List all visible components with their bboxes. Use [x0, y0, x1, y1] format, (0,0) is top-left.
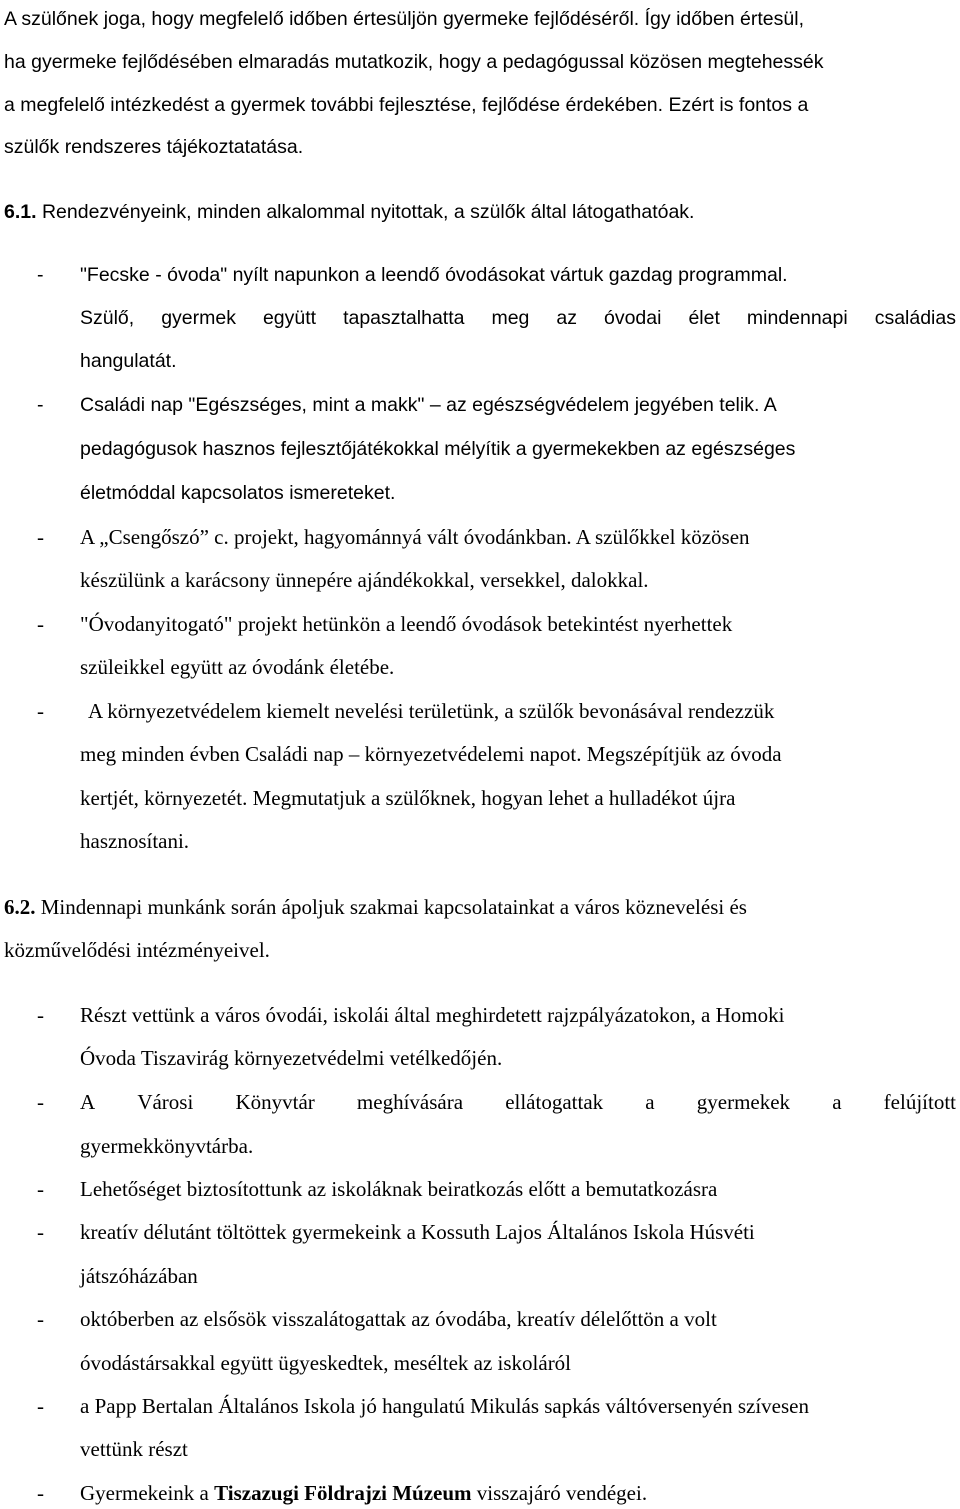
section-title: Mindennapi munkánk során ápoljuk szakmai kapcsolatainkat a város köznevelési és: [35, 895, 747, 919]
intro-line-4: szülők rendszeres tájékoztatatása.: [4, 136, 304, 158]
list-item-line: életmóddal kapcsolatos ismereteket.: [80, 482, 396, 504]
word: családias: [874, 307, 956, 329]
list-item-line: Óvoda Tiszavirág környezetvédelmi vetélkedőjén.: [80, 1046, 503, 1070]
word: Városi: [137, 1090, 194, 1114]
list-item-line: hasznosítani.: [80, 829, 190, 853]
list-item-line: A „Csengőszó” c. projekt, hagyománnyá vált óvodánkban. A szülőkkel közösen: [80, 525, 750, 549]
word: élet: [688, 307, 720, 329]
list-item-line: [80, 305, 956, 331]
list-item-line: hangulatát.: [80, 350, 177, 372]
list-item-line: Részt vettünk a város óvodái, iskolái által meghirdetett rajzpályázatokon, a Homoki: [80, 1003, 785, 1027]
section-6-2-heading: [4, 894, 747, 920]
list-item-line: "Óvodanyitogató" projekt hetünkön a leendő óvodások betekintést nyerhettek: [80, 612, 733, 636]
list-item-line: Lehetőséget biztosítottunk az iskoláknak beiratkozás előtt a bemutatkozásra: [80, 1177, 718, 1201]
word: gyermekek: [696, 1090, 791, 1114]
word: óvodai: [603, 307, 662, 329]
list-item-line: meg minden évben Családi nap – környezetvédelemi napot. Megszépítjük az óvoda: [80, 742, 782, 766]
intro-line-2: ha gyermeke fejlődésében elmaradás mutatkozik, hogy a pedagógussal közösen megtehessék: [4, 51, 824, 73]
bullet-dash: -: [37, 1220, 44, 1244]
bullet-dash: -: [37, 1090, 44, 1114]
word: gyermek: [161, 307, 236, 329]
list-item-line: készülünk a karácsony ünnepére ajándékokkal, versekkel, dalokkal.: [80, 568, 649, 592]
section-6-2-heading-line-2: közművelődési intézményeivel.: [4, 938, 270, 962]
list-item-line: A környezetvédelem kiemelt nevelési területünk, a szülők bevonásával rendezzük: [88, 699, 775, 723]
list-item-line: [80, 1089, 956, 1115]
bullet-dash: -: [37, 1003, 44, 1027]
bullet-dash: -: [37, 525, 44, 549]
intro-line-3: a megfelelő intézkedést a gyermek további fejlesztése, fejlődése érdekében. Ezért is fontos a: [4, 94, 809, 116]
list-item-line: októberben az elsősök visszalátogattak az óvodába, kreatív délelőttön a volt: [80, 1307, 717, 1331]
list-item-line: "Fecske - óvoda" nyílt napunkon a leendő óvodásokat vártuk gazdag programmal.: [80, 264, 788, 286]
list-item-line: szüleikkel együtt az óvodánk életébe.: [80, 655, 395, 679]
word: a: [832, 1090, 842, 1114]
bullet-dash: -: [37, 1394, 44, 1418]
section-number: 6.2.: [4, 895, 36, 919]
word: meghívására: [356, 1090, 464, 1114]
section-6-1-heading: [4, 199, 694, 225]
list-item-line: pedagógusok hasznos fejlesztőjátékokkal mélyítik a gyermekekben az egészséges: [80, 438, 796, 460]
museum-name: Tiszazugi Földrajzi Múzeum: [214, 1481, 472, 1505]
bullet-dash: -: [37, 612, 44, 636]
bullet-dash: -: [37, 699, 44, 723]
list-item-line: [80, 1480, 647, 1506]
section-title: Rendezvényeink, minden alkalommal nyitottak, a szülők által látogathatóak.: [36, 201, 695, 223]
word: meg: [491, 307, 530, 329]
word: felújított: [883, 1090, 956, 1114]
list-item-line: a Papp Bertalan Általános Iskola jó hangulatú Mikulás sapkás váltóversenyén szívesen: [80, 1394, 809, 1418]
list-item-line: óvodástársakkal együtt ügyeskedtek, meséltek az iskoláról: [80, 1351, 572, 1375]
bullet-dash: -: [37, 1177, 44, 1201]
bullet-dash: -: [37, 394, 44, 416]
section-number: 6.1.: [4, 201, 37, 223]
list-item-text: Gyermekeink a: [80, 1481, 215, 1505]
list-item-line: gyermekkönyvtárba.: [80, 1134, 254, 1158]
word: a: [645, 1090, 655, 1114]
intro-line-1: A szülőnek joga, hogy megfelelő időben értesüljön gyermeke fejlődéséről. Így időben értesül,: [4, 8, 804, 30]
word: az: [556, 307, 577, 329]
word: tapasztalhatta: [343, 307, 465, 329]
list-item-line: kertjét, környezetét. Megmutatjuk a szülőknek, hogyan lehet a hulladékot újra: [80, 786, 736, 810]
bullet-dash: -: [37, 264, 44, 286]
word: A: [80, 1090, 96, 1114]
word: Szülő,: [80, 307, 135, 329]
bullet-dash: -: [37, 1307, 44, 1331]
bullet-dash: -: [37, 1481, 44, 1505]
list-item-text: visszajáró vendégei.: [471, 1481, 648, 1505]
list-item-line: Családi nap "Egészséges, mint a makk" – az egészségvédelem jegyében telik. A: [80, 394, 777, 416]
list-item-line: játszóházában: [80, 1264, 198, 1288]
word: együtt: [262, 307, 317, 329]
word: ellátogattak: [505, 1090, 604, 1114]
list-item-line: vettünk részt: [80, 1437, 188, 1461]
word: Könyvtár: [235, 1090, 315, 1114]
word: mindennapi: [746, 307, 848, 329]
list-item-line: kreatív délutánt töltöttek gyermekeink a Kossuth Lajos Általános Iskola Húsvéti: [80, 1220, 755, 1244]
